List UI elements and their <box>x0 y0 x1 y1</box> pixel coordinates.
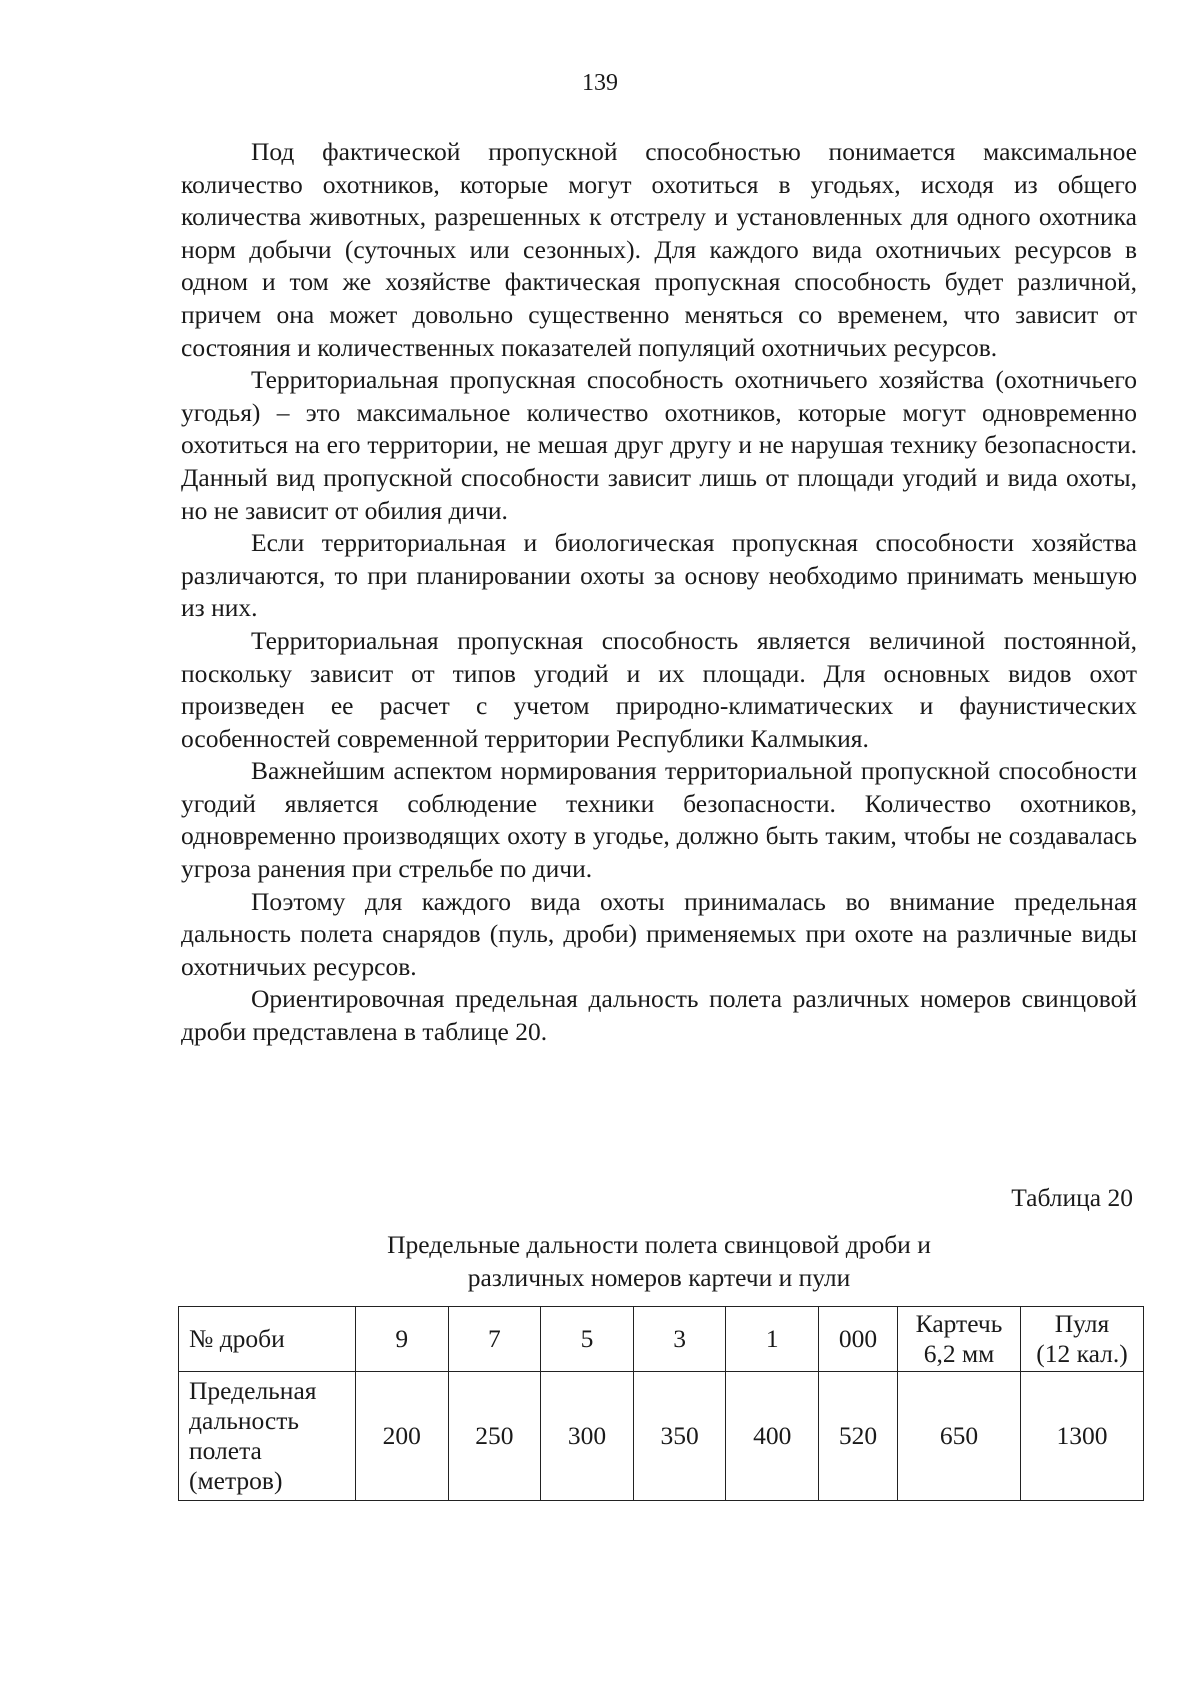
header-cell: 3 <box>633 1307 726 1372</box>
row-label-line: Предельная <box>189 1376 317 1405</box>
row-label-line: (метров) <box>189 1466 283 1495</box>
value-cell: 350 <box>633 1372 726 1501</box>
row-label-line: полета <box>189 1436 262 1465</box>
paragraph: Ориентировочная предельная дальность полета различных номеров свинцовой дроби представлена в таблице 20. <box>181 984 1137 1047</box>
header-cell: 1 <box>726 1307 819 1372</box>
table-caption: Таблица 20 <box>1011 1183 1133 1212</box>
table-row <box>179 1372 1144 1501</box>
header-cell: 9 <box>356 1307 449 1372</box>
paragraph: Если территориальная и биологическая пропускная способности хозяйства различаются, то при планировании охоты за основу необходимо принимать меньшую из них. <box>181 528 1137 623</box>
row-label-line: дальность <box>189 1406 299 1435</box>
paragraph: Важнейшим аспектом нормирования территориальной пропускной способности угодий является соблюдение техники безопасности. Количество охотников, одновременно производящих охоту в угодье, должно быть таким, чтобы не создавалась угроза ранения при стрельбе по дичи. <box>181 756 1137 884</box>
header-cell: 7 <box>448 1307 541 1372</box>
paragraph: Территориальная пропускная способность охотничьего хозяйства (охотничьего угодья) – это максимальное количество охотников, которые могут одновременно охотиться на его территории, не мешая друг другу и не нарушая технику безопасности. Данный вид пропускной способности зависит лишь от площади угодий и вида охоты, но не зависит от обилия дичи. <box>181 365 1137 525</box>
value-cell: 250 <box>448 1372 541 1501</box>
shot-range-table <box>178 1306 1144 1501</box>
header-cell-bullet <box>1021 1307 1144 1372</box>
body-text <box>181 136 1137 1049</box>
row-label-cell <box>179 1372 356 1501</box>
value-cell: 650 <box>898 1372 1021 1501</box>
header-cell-line: Пуля <box>1054 1309 1110 1338</box>
page-number: 139 <box>582 70 618 96</box>
value-cell: 200 <box>356 1372 449 1501</box>
header-label-cell: № дроби <box>179 1307 356 1372</box>
value-cell: 300 <box>541 1372 634 1501</box>
header-cell: 000 <box>819 1307 898 1372</box>
header-cell-line: (12 кал.) <box>1036 1339 1128 1368</box>
table-title-line: Предельные дальности полета свинцовой дроби и <box>387 1230 931 1259</box>
header-cell: 5 <box>541 1307 634 1372</box>
value-cell: 1300 <box>1021 1372 1144 1501</box>
value-cell: 520 <box>819 1372 898 1501</box>
table-header-row <box>179 1307 1144 1372</box>
paragraph: Поэтому для каждого вида охоты принималась во внимание предельная дальность полета снарядов (пуль, дроби) применяемых при охоте на различные виды охотничьих ресурсов. <box>181 886 1137 981</box>
header-cell-buckshot <box>898 1307 1021 1372</box>
table-title-line: различных номеров картечи и пули <box>467 1263 851 1292</box>
paragraph: Территориальная пропускная способность является величиной постоянной, поскольку зависит от типов угодий и их площади. Для основных видов охот произведен ее расчет с учетом природно-климатических и фаунистических особенностей современной территории Республики Калмыкия. <box>181 625 1137 753</box>
table-title <box>181 1228 1137 1294</box>
header-cell-line: Картечь <box>915 1309 1003 1338</box>
header-cell-line: 6,2 мм <box>923 1339 995 1368</box>
value-cell: 400 <box>726 1372 819 1501</box>
paragraph: Под фактической пропускной способностью понимается максимальное количество охотников, которые могут охотиться в угодьях, исходя из общего количества животных, разрешенных к отстрелу и установленных для одного охотника норм добычи (суточных или сезонных). Для каждого вида охотничьих ресурсов в одном и том же хозяйстве фактическая пропускная способность будет различной, причем она может довольно существенно меняться со временем, что зависит от состояния и количественных показателей популяций охотничьих ресурсов. <box>181 137 1137 362</box>
